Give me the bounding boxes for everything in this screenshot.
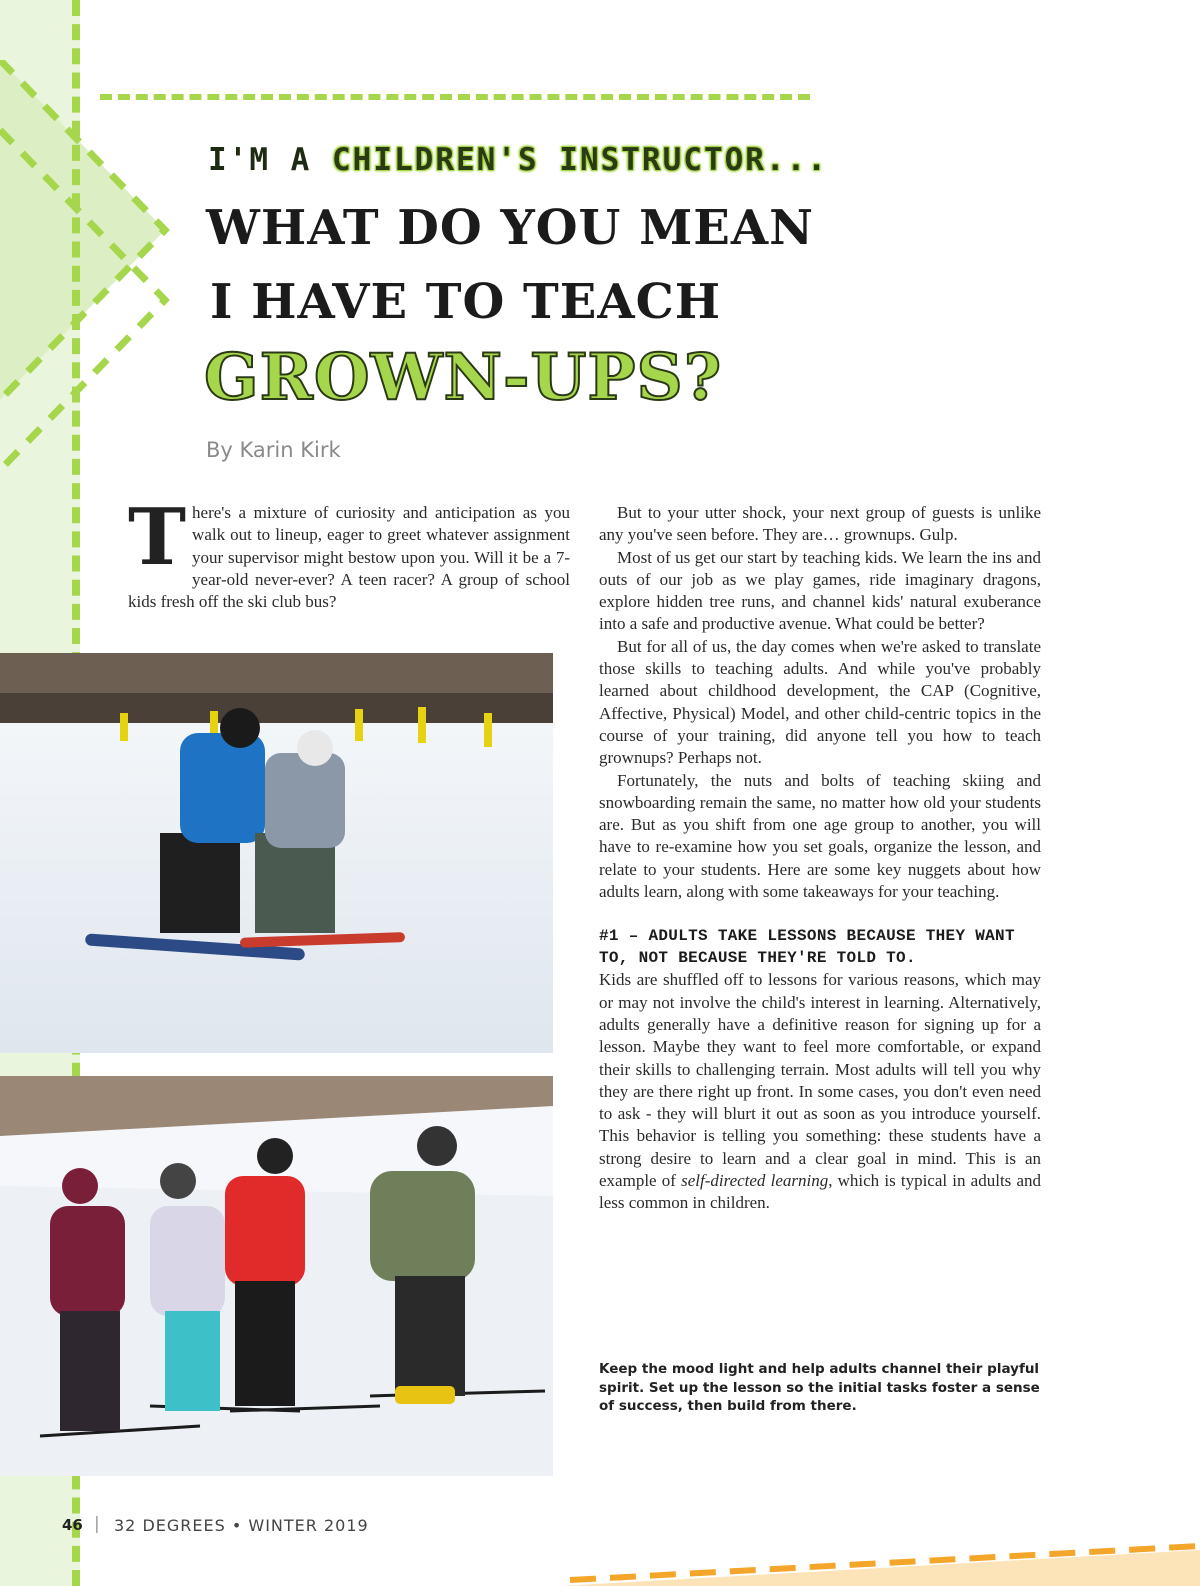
byline: By Karin Kirk (206, 438, 341, 462)
kicker-heading (208, 142, 828, 178)
photo-caption: Keep the mood light and help adults channel their playful spirit. Set up the lesson so the initial tasks foster a sense of success, then build from there. (599, 1361, 1040, 1414)
right-column (599, 502, 1041, 1215)
orange-corner-decoration (560, 1540, 1200, 1586)
kicker-highlight: CHILDREN'S INSTRUCTOR... (332, 142, 828, 178)
body-paragraph: Most of us get our start by teaching kids. We learn the ins and outs of our job as we play games, ride imaginary dragons, explore hidden tree runs, and channel kids' natural exuberance into a safe and productive avenue. What could be better? (599, 547, 1041, 634)
body-text: Kids are shuffled off to lessons for various reasons, which may or may not involve the child's interest in learning. Alternatively, adults generally have a definitive reason for signing up for a lesson. Maybe they want to feel more comfortable, or expand their skills to challenging terrain. Most adults will tell you why they are there right up front. In some cases, you don't even need to ask - they will blurt it out as soon as you introduce yourself. This behavior is telling you something: these students have a strong desire to learn and a clear goal in mind. This is an example of (599, 970, 1041, 1191)
dashed-top-rule (100, 94, 810, 100)
title-line-3: GROWN-UPS? (204, 340, 723, 415)
dashed-chevron-decoration (0, 60, 175, 480)
drop-cap: T (128, 492, 187, 583)
intro-paragraph (128, 492, 570, 613)
magazine-issue: 32 DEGREES • WINTER 2019 (114, 1516, 369, 1535)
body-paragraph (599, 969, 1041, 1214)
title-line-2: I HAVE TO TEACH (210, 274, 722, 330)
intro-text: here's a mixture of curiosity and anticipation as you walk out to lineup, eager to greet whatever assignment your supervisor might bestow upon you. Will it be a 7-year-old never-ever? A teen racer? A group of school kids fresh off the ski club bus? (128, 503, 570, 612)
footer-separator: | (94, 1514, 100, 1534)
kicker-prefix: I'M A (208, 142, 312, 178)
body-paragraph: Fortunately, the nuts and bolts of teaching skiing and snowboarding remain the same, no matter how old your students are. But as you shift from one age group to another, you will have to re-examine how you set goals, organize the lesson, and relate to your students. Here are some key nuggets about how adults learn, along with some takeaways for your teaching. (599, 770, 1041, 902)
section-heading: #1 – ADULTS TAKE LESSONS BECAUSE THEY WANT TO, NOT BECAUSE THEY'RE TOLD TO. (599, 927, 1015, 968)
adult-ski-group-photo (0, 1076, 553, 1476)
body-paragraph: But for all of us, the day comes when we're asked to translate those skills to teaching adults. And while you've probably learned about childhood development, the CAP (Cognitive, Affective, Physical) Model, and other child-centric topics in the course of your training, did anyone tell you how to teach grownups? Perhaps not. (599, 636, 1041, 768)
body-paragraph: But to your utter shock, your next group of guests is unlike any you've seen before. They are… grownups. Gulp. (599, 503, 1041, 545)
page-number: 46 (62, 1516, 83, 1534)
left-column (128, 492, 570, 613)
snowboard-lesson-photo (0, 653, 553, 1053)
body-text: , which is typical in adults and less common in children. (599, 1171, 1041, 1213)
title-line-1: WHAT DO YOU MEAN (206, 200, 814, 256)
emphasis-term: self-directed learning (681, 1171, 829, 1191)
